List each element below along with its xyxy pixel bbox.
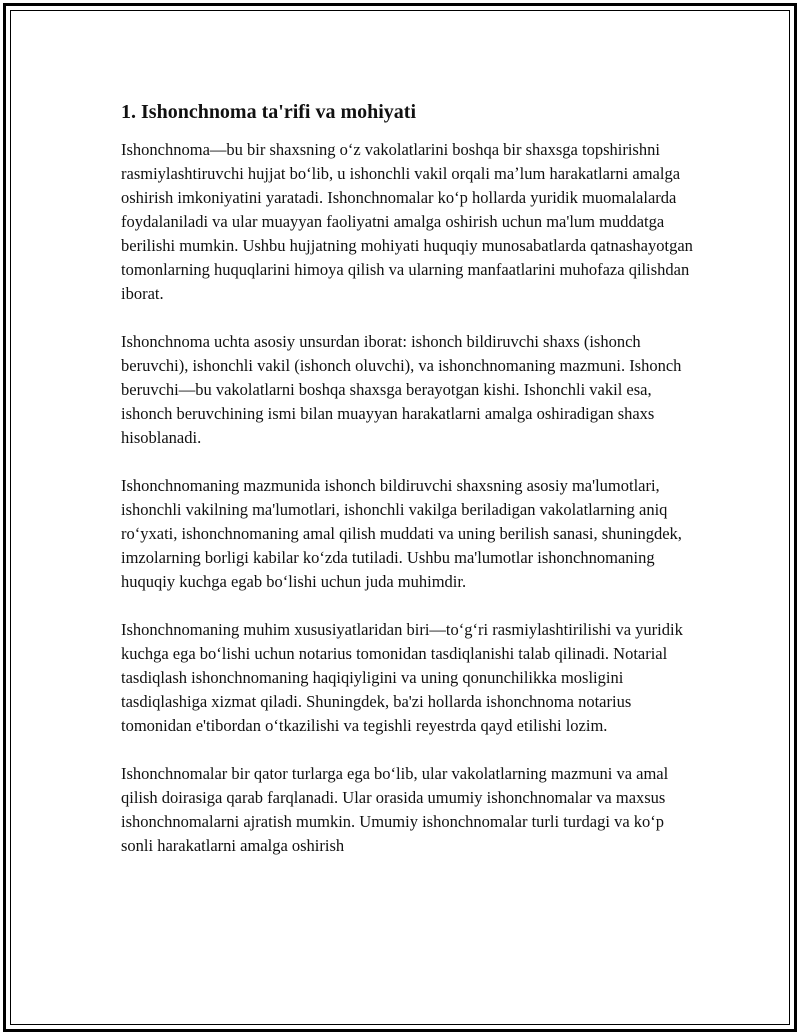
paragraph-content: Ishonchnomaning mazmunida ishonch bildiruvchi shaxsning asosiy ma'lumotlari, ishonchli vakilning ma'lumotlari, ishonchli vakilga beriladigan vakolatlarning aniq roʻyxati, ishonchnomaning amal qilish muddati va uning berilish sanasi, shuningdek, imzolarning borligi kabilar koʻzda tutiladi. Ushbu ma'lumotlar ishonchnomaning huquqiy kuchga egab boʻlishi uchun juda muhimdir. <box>121 476 682 591</box>
page-border <box>3 3 797 1032</box>
paragraph-types: Ishonchnomalar bir qator turlarga ega boʻlib, ular vakolatlarning mazmuni va amal qilish doirasiga qarab farqlanadi. Ular orasida umumiy ishonchnomalar va maxsus ishonchnomalarni ajratish mumkin. Umumiy ishonchnomalar turli turdagi va koʻp sonli harakatlarni amalga oshirish <box>121 764 669 855</box>
section-heading: 1. Ishonchnoma ta'rifi va mohiyati <box>121 101 417 123</box>
paragraph-definition: Ishonchnoma—bu bir shaxsning oʻz vakolatlarini boshqa bir shaxsga topshirishni rasmiylashtiruvchi hujjat boʻlib, u ishonchli vakil orqali maʼlum harakatlarni amalga oshirish imkoniyatini yaratadi. Ishonchnomalar koʻp hollarda yuridik muomalalarda foydalaniladi va ular muayyan faoliyatni amalga oshirish uchun ma'lum muddatga berilishi mumkin. Ushbu hujjatning mohiyati huquqiy munosabatlarda qatnashayotgan tomonlarning huquqlarini himoya qilish va ularning manfaatlarini muhofaza qilishdan iborat. <box>121 140 693 303</box>
document-body <box>121 98 696 882</box>
paragraph-elements: Ishonchnoma uchta asosiy unsurdan iborat: ishonch bildiruvchi shaxs (ishonch beruvchi), ishonchli vakil (ishonch oluvchi), va ishonchnomaning mazmuni. Ishonch beruvchi—bu vakolatlarni boshqa shaxsga berayotgan kishi. Ishonchli vakil esa, ishonch beruvchining ismi bilan muayyan harakatlarni amalga oshiradigan shaxs hisoblanadi. <box>121 332 682 447</box>
paragraph-notarization: Ishonchnomaning muhim xususiyatlaridan biri—toʻgʻri rasmiylashtirilishi va yuridik kuchga ega boʻlishi uchun notarius tomonidan tasdiqlanishi talab qilinadi. Notarial tasdiqlash ishonchnomaning haqiqiyligini va uning qonunchilikka mosligini tasdiqlashiga xizmat qiladi. Shuningdek, ba'zi hollarda ishonchnoma notarius tomonidan e'tibordan oʻtkazilishi va tegishli reyestrda qayd etilishi lozim. <box>121 620 683 735</box>
